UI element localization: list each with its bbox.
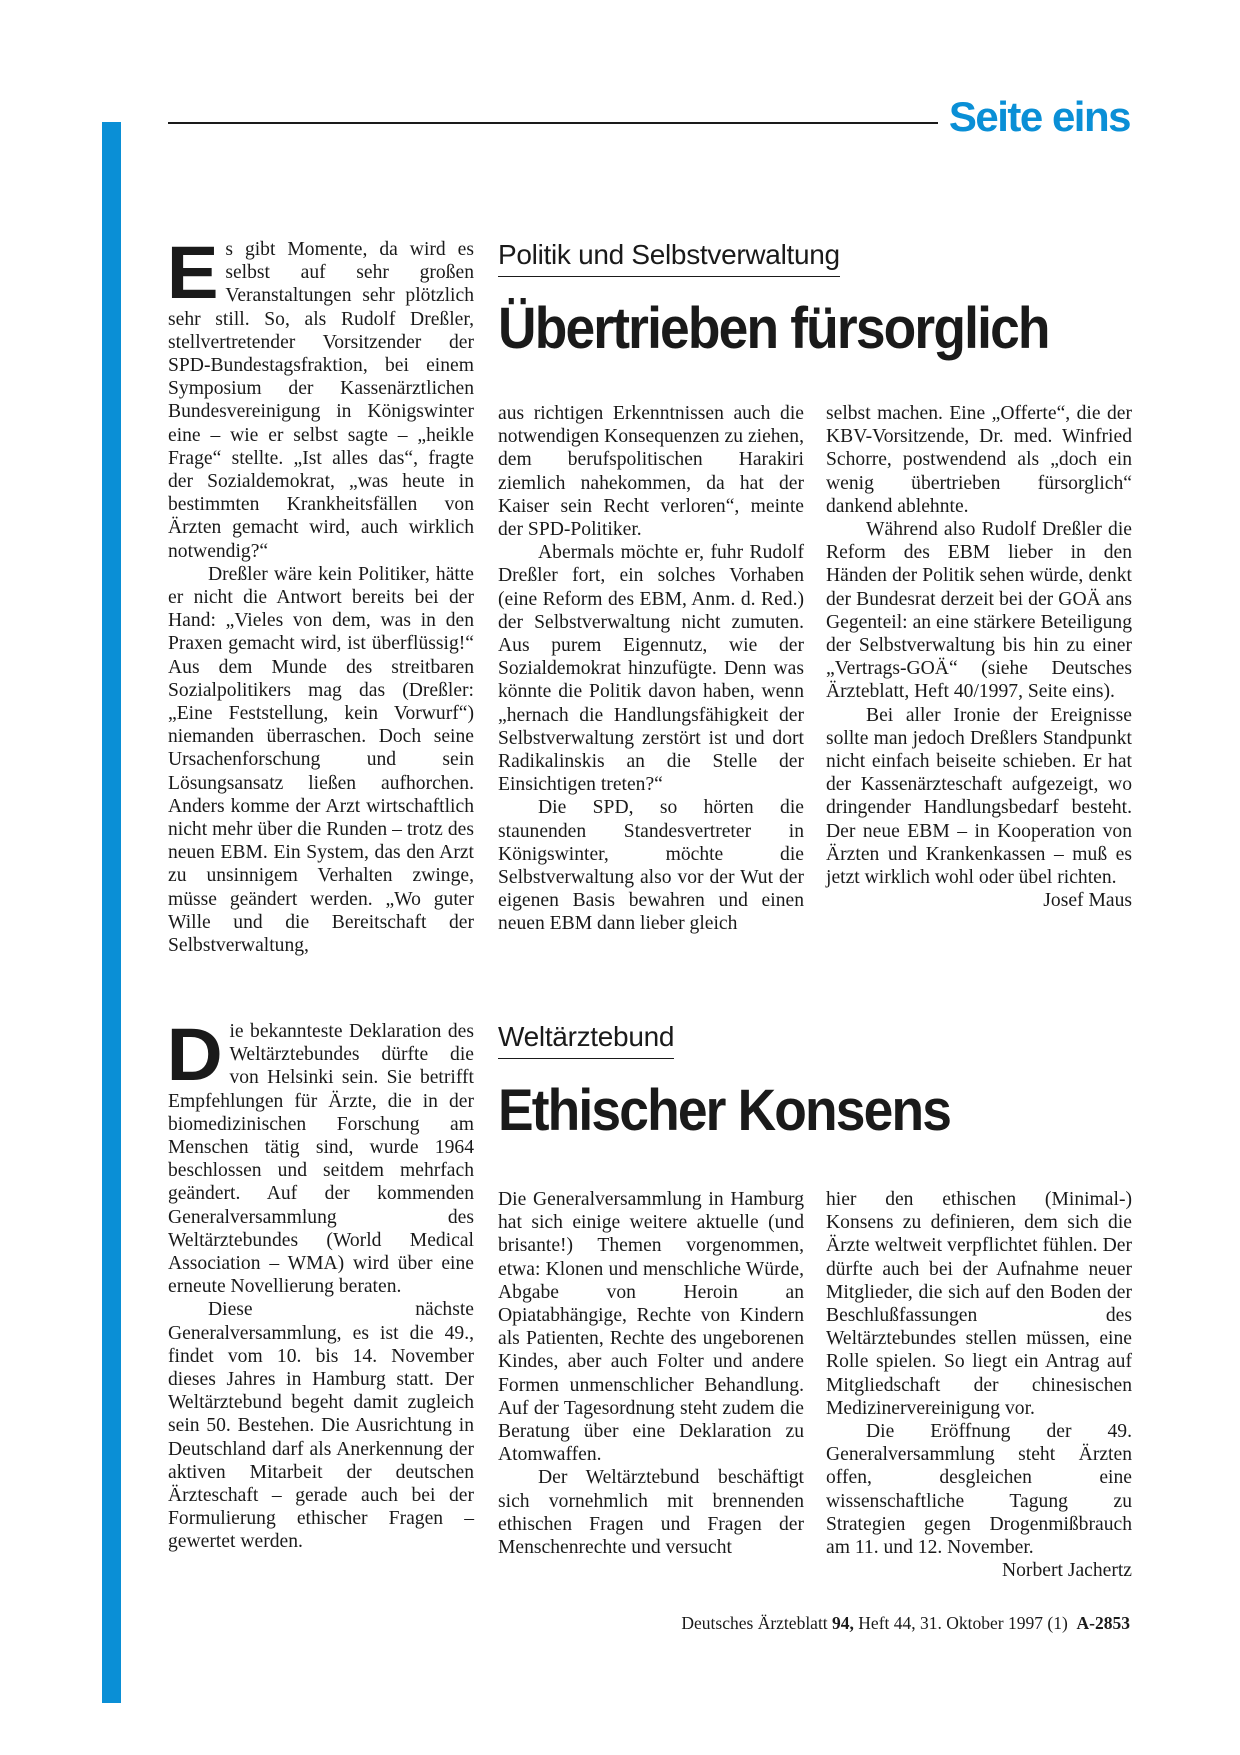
blue-sidebar-bar xyxy=(102,122,121,1703)
article2-col1-paragraph-1: Die bekannteste Deklaration des Weltärztebundes dürfte die von Helsinki sein. Sie betrifft Empfehlungen für Ärzte, die in der biomedizinischen Forschung am Menschen tätig sind, wurde 1964 beschlossen und seitdem mehrfach geändert. Auf der kommenden Generalversammlung des Weltärztebundes (World Medical Association – WMA) wird über eine erneute Novellierung beraten. xyxy=(166,1013,474,1298)
footer-journal: Deutsches Ärzteblatt xyxy=(681,1613,828,1633)
article1-col1-paragraph-1: Es gibt Momente, da wird es selbst auf sehr großen Veranstaltungen sehr plötzlich sehr still. So, als Rudolf Dreßler, stellvertretender Vorsitzender der SPD-Bundestagsfraktion, bei einem Symposium der Kassenärztlichen Bundesvereinigung in Königswinter eine – wie er selbst sagte – „heikle Frage“ stellte. „Ist alles das“, fragte der Sozialdemokrat, „was heute in bestimmten Krankheitsfällen von Ärzten gemacht wird, auch wirklich notwendig?“ xyxy=(166,231,474,562)
header-rule xyxy=(168,122,938,124)
article1-col2-paragraph-3: Die SPD, so hörten die staunenden Standesvertreter in Königswinter, möchte die Selbstverwaltung also vor der Wut der eigenen Basis bewahren und einen neuen EBM dann lieber gleich xyxy=(498,797,804,935)
footer-page-number: A-2853 xyxy=(1076,1613,1130,1633)
article2-column-1 xyxy=(166,1013,474,1554)
article1-col1-paragraph-2: Dreßler wäre kein Politiker, hätte er nicht die Antwort bereits bei der Hand: „Vieles von dem, was in den Praxen gemacht wird, ist überflüssig!“ Aus dem Munde des streitbaren Sozialpolitikers mag das (Dreßler: „Eine Feststellung, kein Vorwurf“) niemanden überraschen. Doch seine Ursachenforschung und sein Lösungsansatz ließen aufhorchen. Anders komme der Arzt wirtschaftlich nicht mehr über die Runden – trotz des neuen EBM. Ein System, das den Arzt zu unsinnigem Verhalten zwinge, müsse geändert werden. „Wo guter Wille und die Bereitschaft der Selbstverwaltung, xyxy=(168,563,474,957)
article2-col3-paragraph-2: Die Eröffnung der 49. Generalversammlung steht Ärzten offen, desgleichen eine wissenschaftliche Tagung zu Strategien gegen Drogenmißbrauch am 11. und 12. November. Norbert Jachertz xyxy=(826,1421,1132,1582)
article1-col2-paragraph-2: Abermals möchte er, fuhr Rudolf Dreßler fort, ein solches Vorhaben (eine Reform des EBM, Anm. d. Red.) der Selbstverwaltung nicht zumuten. Aus purem Eigennutz, wie der Sozialdemokrat hinzufügte. Denn was könnte die Politik davon haben, wenn „hernach die Handlungsfähigkeit der Selbstverwaltung zerstört ist und dort Radikalinskis an die Stelle der Einsichtigen treten?“ xyxy=(498,542,804,796)
article1-col2-paragraph-1: aus richtigen Erkenntnissen auch die notwendigen Konsequenzen zu ziehen, dem berufspolitischen Harakiri ziemlich nahekommen, da hat der Kaiser sein Recht verloren“, meinte der SPD-Politiker. xyxy=(498,403,804,541)
article2-col3-paragraph-1: hier den ethischen (Minimal-) Konsens zu definieren, dem sich die Ärzte weltweit verpflichtet fühlen. Der dürfte auch bei der Aufnahme neuer Mitglieder, die sich auf den Boden der Beschlußfassungen des Weltärztebundes stellen müssen, eine Rolle spielen. So liegt ein Antrag auf Mitgliedschaft der chinesischen Medizinervereinigung vor. xyxy=(826,1189,1132,1419)
footer-issue: Heft 44, 31. Oktober 1997 (1) xyxy=(858,1613,1068,1633)
article2-column-3 xyxy=(826,1188,1132,1582)
page-footer xyxy=(681,1612,1130,1634)
article1-author: Josef Maus xyxy=(1043,890,1132,912)
article2-kicker: Weltärztebund xyxy=(498,1020,674,1059)
article2-col2-paragraph-2: Der Weltärztebund beschäftigt sich vornehmlich mit brennenden ethischen Fragen und Fragen der Menschenrechte und versucht xyxy=(498,1467,804,1559)
dropcap: D xyxy=(166,1013,223,1096)
footer-volume: 94, xyxy=(832,1613,854,1633)
article2-column-2 xyxy=(498,1188,804,1559)
article1-col3-paragraph-3: Bei aller Ironie der Ereignisse sollte man jedoch Dreßlers Standpunkt nicht einfach beiseite schieben. Er hat der Kassenärzteschaft aufgezeigt, wo dringender Handlungsbedarf besteht. Der neue EBM – in Kooperation von Ärzten und Krankenkassen – muß es jetzt wirklich wohl oder übel richten. Josef Maus xyxy=(826,704,1132,912)
dropcap: E xyxy=(166,231,219,314)
article2-author: Norbert Jachertz xyxy=(1001,1560,1132,1582)
article1-headline: Übertrieben fürsorglich xyxy=(498,296,1049,361)
article2-col2-paragraph-1: Die Generalversammlung in Hamburg hat sich einige weitere aktuelle (und brisante!) Themen vorgenommen, etwa: Klonen und menschliche Würde, Abgabe von Heroin an Opiatabhängige, Rechte von Kindern als Patienten, Rechte des ungeborenen Kindes, aber auch Folter und andere Formen unmenschlicher Behandlung. Auf der Tagesordnung steht zudem die Beratung über eine Deklaration zu Atomwaffen. xyxy=(498,1189,804,1466)
article1-column-1 xyxy=(166,231,474,957)
article1-kicker: Politik und Selbstverwaltung xyxy=(498,238,840,277)
article1-col3-paragraph-1: selbst machen. Eine „Offerte“, die der KBV-Vorsitzende, Dr. med. Winfried Schorre, postwendend als „doch ein wenig übertrieben fürsorglich“ dankend ablehnte. xyxy=(826,403,1132,517)
article1-col3-paragraph-2: Während also Rudolf Dreßler die Reform des EBM lieber in den Händen der Politik sehen würde, denkt der Bundesrat derzeit bei der GOÄ ans Gegenteil: an eine stärkere Beteiligung der Selbstverwaltung bis hin zu einer „Vertrags-GOÄ“ (siehe Deutsches Ärzteblatt, Heft 40/1997, Seite eins). xyxy=(826,519,1132,703)
section-title: Seite eins xyxy=(948,93,1130,140)
article2-col1-paragraph-2: Diese nächste Generalversammlung, es ist die 49., findet vom 10. bis 14. November dieses Jahres in Hamburg statt. Der Weltärztebund begeht damit zugleich sein 50. Bestehen. Die Ausrichtung in Deutschland darf als Anerkennung der aktiven Mitarbeit der deutschen Ärzteschaft – gerade auch bei der Formulierung ethischer Fragen – gewertet werden. xyxy=(168,1299,474,1553)
article2-headline: Ethischer Konsens xyxy=(498,1078,951,1143)
article1-column-3 xyxy=(826,402,1132,912)
article1-column-2 xyxy=(498,402,804,936)
